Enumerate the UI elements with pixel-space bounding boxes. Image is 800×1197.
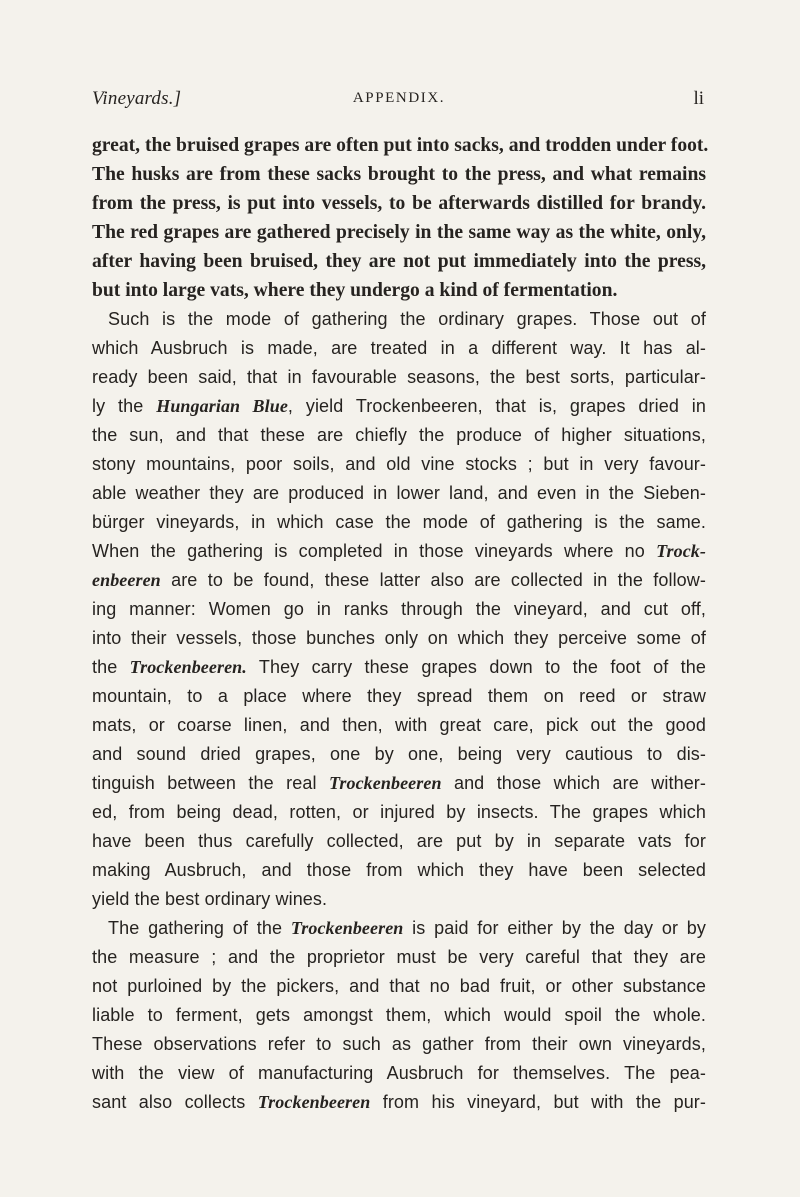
text-line: mats, or coarse linen, and then, with great care, pick out the good [92, 715, 706, 735]
text-line: sant also collects Trockenbeeren from his vineyard, but with the pur- [92, 1092, 706, 1112]
text-line: ing manner: Women go in ranks through the vineyard, and cut off, [92, 599, 706, 619]
body-text [92, 131, 709, 1117]
text-line: with the view of manufacturing Ausbruch for themselves. The pea- [92, 1063, 706, 1083]
text-line: which Ausbruch is made, are treated in a different way. It has al- [92, 338, 706, 358]
text-line: and sound dried grapes, one by one, being very cautious to dis- [92, 744, 706, 764]
running-header [92, 88, 706, 116]
italic-term: Hungarian Blue [156, 396, 288, 416]
text-line: the sun, and that these are chiefly the produce of higher situations, [92, 425, 706, 445]
text-line: ready been said, that in favourable seasons, the best sorts, particular- [92, 367, 706, 387]
text-line: the measure ; and the proprietor must be very careful that they are [92, 947, 706, 967]
text-line: bürger vineyards, in which case the mode of gathering is the same. [92, 512, 706, 532]
italic-term: enbeeren [92, 570, 161, 590]
text-line: from the press, is put into vessels, to be afterwards distilled for brandy. [92, 193, 706, 214]
section-title: Vineyards.] [92, 88, 182, 109]
text-line: yield the best ordinary wines. [92, 889, 328, 909]
italic-term: Trockenbeeren [290, 918, 404, 938]
text-line: Such is the mode of gathering the ordinary grapes. Those out of [108, 309, 706, 329]
text-line: When the gathering is completed in those vineyards where no Trock- [92, 541, 706, 561]
italic-term: Trock- [656, 541, 706, 561]
page-title: APPENDIX. [352, 90, 446, 106]
text-line: ed, from being dead, rotten, or injured by insects. The grapes which [92, 802, 706, 822]
italic-term: Trockenbeeren [328, 773, 442, 793]
italic-term: Trockenbeeren. [129, 657, 247, 677]
page-number: li [693, 88, 704, 109]
text-line: great, the bruised grapes are often put into sacks, and trodden under foot. [92, 135, 709, 156]
text-line: The gathering of the Trockenbeeren is paid for either by the day or by [108, 918, 706, 938]
text-line: The red grapes are gathered precisely in the same way as the white, only, [92, 222, 706, 243]
text-line: able weather they are produced in lower land, and even in the Sieben- [92, 483, 706, 503]
text-line: not purloined by the pickers, and that no bad fruit, or other substance [92, 976, 706, 996]
text-line: after having been bruised, they are not put immediately into the press, [92, 251, 706, 272]
text-line: but into large vats, where they undergo a kind of fermentation. [92, 280, 618, 301]
text-line: making Ausbruch, and those from which they have been selected [92, 860, 706, 880]
text-line: liable to ferment, gets amongst them, which would spoil the whole. [92, 1005, 706, 1025]
text-line: These observations refer to such as gather from their own vineyards, [92, 1034, 706, 1054]
text-line: the Trockenbeeren. They carry these grapes down to the foot of the [92, 657, 706, 677]
italic-term: Trockenbeeren [257, 1092, 371, 1112]
text-line: stony mountains, poor soils, and old vine stocks ; but in very favour- [92, 454, 706, 474]
text-line: enbeeren are to be found, these latter also are collected in the follow- [92, 570, 706, 590]
text-line: into their vessels, those bunches only on which they perceive some of [92, 628, 706, 648]
text-line: have been thus carefully collected, are put by in separate vats for [92, 831, 706, 851]
text-line: mountain, to a place where they spread them on reed or straw [92, 686, 706, 706]
text-line: tinguish between the real Trockenbeeren and those which are wither- [92, 773, 706, 793]
text-line: The husks are from these sacks brought to the press, and what remains [92, 164, 706, 185]
text-line: ly the Hungarian Blue, yield Trockenbeeren, that is, grapes dried in [92, 396, 706, 416]
